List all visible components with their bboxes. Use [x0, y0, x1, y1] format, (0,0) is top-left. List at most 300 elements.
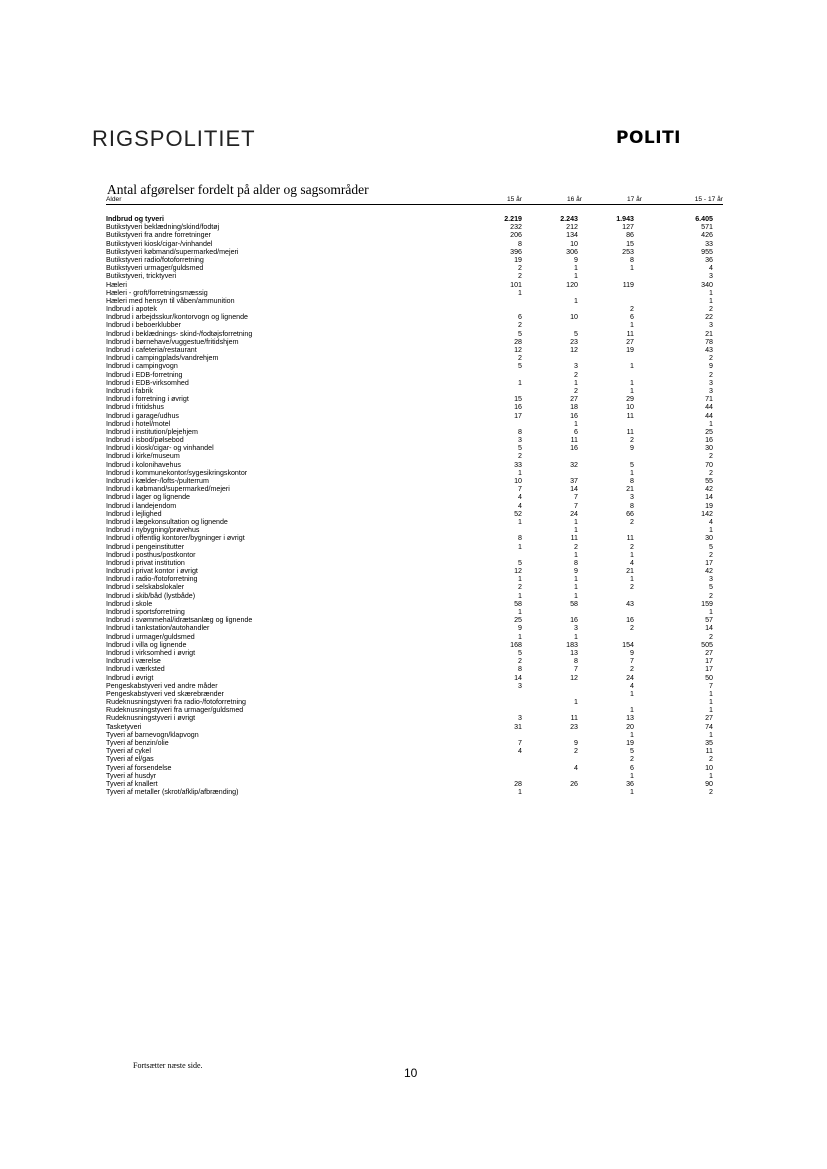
cell-15: 1 — [518, 288, 522, 297]
cell-17: 2 — [630, 665, 634, 674]
cell-17 — [586, 698, 646, 706]
table-row — [106, 559, 723, 567]
cell-total: 955 — [701, 247, 713, 256]
cell-15: 58 — [514, 599, 522, 608]
cell-15: 1 — [518, 788, 522, 797]
row-label: Indbrud i urmager/guldsmed — [106, 632, 195, 641]
cell-15: 2.219 — [504, 215, 522, 223]
cell-15: 2 — [518, 354, 522, 363]
cell-total: 78 — [705, 337, 713, 346]
cell-15 — [466, 526, 526, 534]
cell-16 — [526, 731, 586, 739]
cell-17: 29 — [626, 395, 634, 404]
row-label: Tyveri af metaller (skrot/afklip/afbrænding) — [106, 788, 239, 797]
cell-17: 8 — [630, 255, 634, 264]
cell-16: 26 — [570, 779, 578, 788]
row-label: Indbrud i pengeinstitutter — [106, 542, 185, 551]
row-label: Tyveri af husdyr — [106, 771, 157, 780]
cell-17 — [586, 272, 646, 280]
row-label: Butikstyveri beklædning/skind/fodtøj — [106, 223, 220, 232]
cell-total: 2 — [709, 755, 713, 764]
cell-total: 1 — [709, 296, 713, 305]
cell-17: 21 — [626, 567, 634, 576]
cell-15: 2 — [518, 264, 522, 273]
row-label: Indbrud i radio-/fotoforretning — [106, 575, 198, 584]
cell-16: 1 — [574, 632, 578, 641]
cell-17: 2 — [630, 305, 634, 314]
cell-17: 24 — [626, 673, 634, 682]
table-row — [106, 739, 723, 747]
row-label: Indbrud i campingvogn — [106, 362, 178, 371]
cell-17: 15 — [626, 239, 634, 248]
row-label: Indbrud i fritidshus — [106, 403, 164, 412]
cell-15: 1 — [518, 542, 522, 551]
cell-16: 7 — [574, 501, 578, 510]
cell-total: 14 — [705, 624, 713, 633]
cell-15: 1 — [518, 632, 522, 641]
cell-total: 426 — [701, 231, 713, 240]
table-row — [106, 387, 723, 395]
table-row — [106, 747, 723, 755]
cell-15: 232 — [510, 223, 522, 232]
row-label: Butikstyveri kiosk/cigar-/vinhandel — [106, 239, 213, 248]
cell-15 — [466, 387, 526, 395]
table-row — [106, 551, 723, 559]
cell-16 — [526, 706, 586, 714]
table-header — [106, 196, 723, 205]
row-label: Tyveri af knallert — [106, 779, 158, 788]
cell-17: 253 — [622, 247, 634, 256]
cell-16: 3 — [574, 624, 578, 633]
cell-16: 12 — [570, 346, 578, 354]
cell-15: 8 — [518, 239, 522, 248]
row-label: Indbrud og tyveri — [106, 215, 164, 223]
table-row — [106, 641, 723, 649]
header-15: 15 år — [506, 196, 522, 203]
cell-total: 2 — [709, 591, 713, 600]
cell-16: 16 — [570, 616, 578, 625]
cell-17: 11 — [626, 534, 634, 543]
table-row — [106, 379, 723, 387]
cell-total: 27 — [705, 648, 713, 657]
cell-17: 19 — [626, 739, 634, 747]
cell-15: 3 — [518, 681, 522, 690]
row-label: Indbrud i EDB-virksomhed — [106, 378, 189, 387]
cell-17: 27 — [626, 337, 634, 346]
row-label: Indbrud i købmand/supermarked/mejeri — [106, 485, 230, 494]
cell-total: 142 — [701, 509, 713, 518]
cell-16: 13 — [570, 648, 578, 657]
cell-16: 1 — [574, 575, 578, 584]
cell-17: 11 — [626, 329, 634, 338]
cell-17: 7 — [630, 657, 634, 666]
cell-17: 6 — [630, 763, 634, 772]
cell-17: 11 — [626, 411, 634, 420]
cell-15: 8 — [518, 534, 522, 543]
cell-17 — [586, 608, 646, 616]
cell-16: 9 — [574, 567, 578, 576]
row-label: Indbrud i tankstation/autohandler — [106, 624, 210, 633]
row-label: Indbrud i EDB-forretning — [106, 370, 183, 379]
cell-total: 3 — [709, 386, 713, 395]
cell-total: 55 — [705, 477, 713, 485]
table-row — [106, 272, 723, 280]
table-body — [106, 215, 723, 796]
cell-15 — [466, 755, 526, 763]
row-label: Indbrud i offentlig kontorer/bygninger i øvrigt — [106, 534, 245, 543]
statistics-table — [106, 196, 723, 796]
cell-16: 1 — [574, 264, 578, 273]
cell-16 — [526, 682, 586, 690]
table-row — [106, 600, 723, 608]
cell-16: 6 — [574, 427, 578, 436]
table-row — [106, 575, 723, 583]
cell-15: 25 — [514, 616, 522, 625]
row-label: Indbrud i sportsforretning — [106, 608, 185, 616]
table-row — [106, 256, 723, 264]
cell-15 — [466, 772, 526, 780]
cell-16 — [526, 608, 586, 616]
cell-17: 16 — [626, 616, 634, 625]
table-row — [106, 518, 723, 526]
cell-total: 17 — [705, 657, 713, 666]
row-label: Rudeknusningstyveri fra urmager/guldsmed — [106, 706, 244, 715]
cell-17: 1 — [630, 378, 634, 387]
cell-16: 7 — [574, 493, 578, 502]
cell-16: 1 — [574, 550, 578, 559]
continued-note: Fortsætter næste side. — [133, 1061, 203, 1070]
cell-total: 340 — [701, 280, 713, 289]
table-row — [106, 371, 723, 379]
cell-total: 19 — [705, 501, 713, 510]
cell-16: 8 — [574, 657, 578, 666]
cell-16: 16 — [570, 444, 578, 453]
row-label: Indbrud i nybygning/prøvehus — [106, 526, 200, 535]
table-row — [106, 420, 723, 428]
table-row — [106, 313, 723, 321]
cell-total: 44 — [705, 411, 713, 420]
table-row — [106, 731, 723, 739]
cell-17 — [586, 452, 646, 460]
cell-17 — [586, 371, 646, 379]
cell-17: 3 — [630, 493, 634, 502]
table-row — [106, 502, 723, 510]
cell-total: 4 — [709, 264, 713, 273]
cell-16: 10 — [570, 239, 578, 248]
row-label: Indbrud i skole — [106, 599, 153, 608]
table-row — [106, 698, 723, 706]
cell-16 — [526, 755, 586, 763]
cell-15: 168 — [510, 640, 522, 649]
row-label: Indbrud i kælder-/lofts-/pulterrum — [106, 477, 209, 485]
cell-total: 5 — [709, 583, 713, 592]
table-row — [106, 780, 723, 788]
cell-total: 42 — [705, 485, 713, 494]
cell-17 — [586, 420, 646, 428]
cell-total: 2 — [709, 468, 713, 477]
cell-15: 101 — [510, 280, 522, 289]
table-row — [106, 321, 723, 329]
table-row — [106, 403, 723, 411]
cell-17: 11 — [626, 427, 634, 436]
cell-16: 9 — [574, 255, 578, 264]
cell-16: 1 — [574, 526, 578, 535]
cell-16: 2 — [574, 386, 578, 395]
cell-15 — [466, 420, 526, 428]
cell-17: 1 — [630, 771, 634, 780]
cell-17: 2 — [630, 624, 634, 633]
cell-total: 6.405 — [695, 215, 713, 223]
cell-16: 2 — [574, 370, 578, 379]
cell-total: 44 — [705, 403, 713, 412]
cell-total: 2 — [709, 632, 713, 641]
cell-17: 1 — [630, 706, 634, 715]
cell-15 — [466, 371, 526, 379]
cell-total: 9 — [709, 362, 713, 371]
cell-total: 57 — [705, 616, 713, 625]
cell-17 — [586, 633, 646, 641]
table-row — [106, 764, 723, 772]
cell-16: 120 — [566, 280, 578, 289]
row-label: Butikstyveri, tricktyveri — [106, 272, 177, 281]
table-row — [106, 362, 723, 370]
cell-15: 1 — [518, 517, 522, 526]
cell-16: 9 — [574, 739, 578, 747]
row-label: Butikstyveri købmand/supermarked/mejeri — [106, 247, 239, 256]
table-row — [106, 755, 723, 763]
cell-16: 306 — [566, 247, 578, 256]
table-row — [106, 281, 723, 289]
table-row — [106, 592, 723, 600]
table-row — [106, 436, 723, 444]
cell-17: 8 — [630, 477, 634, 485]
cell-16: 12 — [570, 673, 578, 682]
cell-15 — [466, 690, 526, 698]
row-label: Pengeskabstyveri ved andre måder — [106, 681, 218, 690]
row-label: Indbrud i børnehave/vuggestue/fritidshjem — [106, 337, 239, 346]
cell-total: 2 — [709, 354, 713, 363]
cell-17: 1 — [630, 788, 634, 797]
cell-17: 2 — [630, 755, 634, 764]
cell-16: 27 — [570, 395, 578, 404]
table-row — [106, 543, 723, 551]
cell-15: 2 — [518, 657, 522, 666]
cell-15: 206 — [510, 231, 522, 240]
cell-total: 1 — [709, 771, 713, 780]
cell-17 — [586, 592, 646, 600]
cell-17: 2 — [630, 436, 634, 445]
cell-17: 1 — [630, 362, 634, 371]
table-row — [106, 395, 723, 403]
table-row — [106, 223, 723, 231]
cell-15: 1 — [518, 608, 522, 616]
table-row — [106, 714, 723, 722]
cell-15: 2 — [518, 583, 522, 592]
cell-total: 25 — [705, 427, 713, 436]
cell-15 — [466, 297, 526, 305]
table-row — [106, 788, 723, 796]
cell-17: 119 — [622, 280, 634, 289]
cell-17: 1 — [630, 468, 634, 477]
cell-15: 3 — [518, 714, 522, 723]
cell-15 — [466, 551, 526, 559]
cell-16: 18 — [570, 403, 578, 412]
cell-15: 6 — [518, 313, 522, 322]
cell-15: 1 — [518, 591, 522, 600]
cell-16: 2.243 — [560, 215, 578, 223]
cell-total: 71 — [705, 395, 713, 404]
cell-15: 1 — [518, 575, 522, 584]
row-label: Indbrud i hotel/motel — [106, 419, 171, 428]
cell-17: 154 — [622, 640, 634, 649]
row-label: Indbrud i cafeteria/restaurant — [106, 346, 197, 354]
row-label: Indbrud i beboerklubber — [106, 321, 181, 330]
table-row — [106, 657, 723, 665]
cell-16: 11 — [570, 534, 578, 543]
cell-15: 5 — [518, 362, 522, 371]
row-label: Indbrud i kirke/museum — [106, 452, 180, 461]
table-row — [106, 428, 723, 436]
cell-17 — [586, 297, 646, 305]
cell-16: 11 — [570, 436, 578, 445]
cell-total: 2 — [709, 550, 713, 559]
cell-15: 5 — [518, 558, 522, 567]
cell-16: 1 — [574, 517, 578, 526]
row-label: Indbrud i øvrigt — [106, 673, 154, 682]
row-label: Indbrud i posthus/postkontor — [106, 550, 196, 559]
row-label: Indbrud i privat kontor i øvrigt — [106, 567, 198, 576]
row-label: Indbrud i kiosk/cigar- og vinhandel — [106, 444, 214, 453]
cell-16: 134 — [566, 231, 578, 240]
row-label: Indbrud i lægekonsultation og lignende — [106, 517, 228, 526]
header-16: 16 år — [566, 196, 582, 203]
cell-15: 15 — [514, 395, 522, 404]
cell-total: 42 — [705, 567, 713, 576]
cell-total: 3 — [709, 378, 713, 387]
cell-15: 1 — [518, 468, 522, 477]
row-label: Tyveri af forsendelse — [106, 763, 172, 772]
table-row — [106, 354, 723, 362]
cell-17: 19 — [626, 346, 634, 354]
cell-16: 58 — [570, 599, 578, 608]
cell-15: 2 — [518, 452, 522, 461]
cell-15: 31 — [514, 722, 522, 731]
agency-name: RIGSPOLITIET — [92, 126, 256, 151]
row-label: Indbrud i institution/plejehjem — [106, 427, 198, 436]
cell-17: 127 — [622, 223, 634, 232]
cell-total: 2 — [709, 788, 713, 797]
cell-15: 12 — [514, 567, 522, 576]
cell-15: 2 — [518, 321, 522, 330]
table-row — [106, 469, 723, 477]
table-row — [106, 461, 723, 469]
cell-16 — [526, 354, 586, 362]
cell-16: 16 — [570, 411, 578, 420]
table-row — [106, 567, 723, 575]
row-label: Hæleri med hensyn til våben/ammunition — [106, 296, 235, 305]
table-row — [106, 649, 723, 657]
table-row — [106, 665, 723, 673]
table-row — [106, 510, 723, 518]
cell-15: 8 — [518, 665, 522, 674]
cell-16: 32 — [570, 460, 578, 469]
cell-16: 5 — [574, 329, 578, 338]
cell-15: 14 — [514, 673, 522, 682]
row-label: Indbrud i lejlighed — [106, 509, 162, 518]
row-label: Tyveri af benzin/olie — [106, 739, 169, 747]
row-label: Indbrud i beklædnings- skind-/fodtøjsforretning — [106, 329, 253, 338]
cell-total: 2 — [709, 305, 713, 314]
cell-16 — [526, 321, 586, 329]
cell-17: 1.943 — [616, 215, 634, 223]
row-label: Butikstyveri fra andre forretninger — [106, 231, 211, 240]
cell-total: 505 — [701, 640, 713, 649]
table-row — [106, 690, 723, 698]
cell-16: 183 — [566, 640, 578, 649]
cell-total: 17 — [705, 558, 713, 567]
cell-total: 1 — [709, 526, 713, 535]
cell-total: 3 — [709, 575, 713, 584]
cell-total: 50 — [705, 673, 713, 682]
cell-15: 33 — [514, 460, 522, 469]
header-total: 15 - 17 år — [694, 196, 723, 203]
cell-total: 7 — [709, 681, 713, 690]
cell-total: 11 — [705, 747, 713, 756]
cell-15 — [466, 305, 526, 313]
cell-15: 5 — [518, 329, 522, 338]
page-number: 10 — [404, 1066, 418, 1080]
cell-17: 1 — [630, 730, 634, 739]
table-row — [106, 772, 723, 780]
cell-total: 17 — [705, 665, 713, 674]
table-row — [106, 412, 723, 420]
row-label: Rudeknusningstyveri fra radio-/fotoforretning — [106, 698, 246, 707]
cell-17: 4 — [630, 558, 634, 567]
cell-17 — [586, 526, 646, 534]
cell-16: 11 — [570, 714, 578, 723]
cell-17: 1 — [630, 575, 634, 584]
table-row — [106, 633, 723, 641]
row-label: Indbrud i selskabslokaler — [106, 583, 185, 592]
row-label: Indbrud i villa og lignende — [106, 640, 187, 649]
cell-16: 1 — [574, 272, 578, 281]
cell-16: 10 — [570, 313, 578, 322]
cell-17: 21 — [626, 485, 634, 494]
cell-16: 1 — [574, 698, 578, 707]
row-label: Indbrud i privat institution — [106, 558, 185, 567]
row-label: Indbrud i skib/båd (lystbåde) — [106, 591, 196, 600]
row-label: Butikstyveri radio/fotoforretning — [106, 255, 204, 264]
cell-16 — [526, 772, 586, 780]
cell-15: 1 — [518, 378, 522, 387]
police-logo-text: POLITI — [616, 128, 681, 148]
cell-17: 4 — [630, 681, 634, 690]
cell-17: 13 — [626, 714, 634, 723]
cell-16: 4 — [574, 763, 578, 772]
cell-15: 10 — [514, 477, 522, 485]
table-row — [106, 346, 723, 354]
row-label: Indbrud i landejendom — [106, 501, 177, 510]
row-label: Indbrud i campingplads/vandrehjem — [106, 354, 219, 363]
cell-total: 4 — [709, 517, 713, 526]
cell-16: 3 — [574, 362, 578, 371]
row-label: Tyveri af barnevogn/klapvogn — [106, 730, 199, 739]
cell-16: 23 — [570, 337, 578, 346]
table-row — [106, 526, 723, 534]
cell-17: 1 — [630, 321, 634, 330]
row-label: Hæleri — [106, 280, 127, 289]
table-row — [106, 330, 723, 338]
